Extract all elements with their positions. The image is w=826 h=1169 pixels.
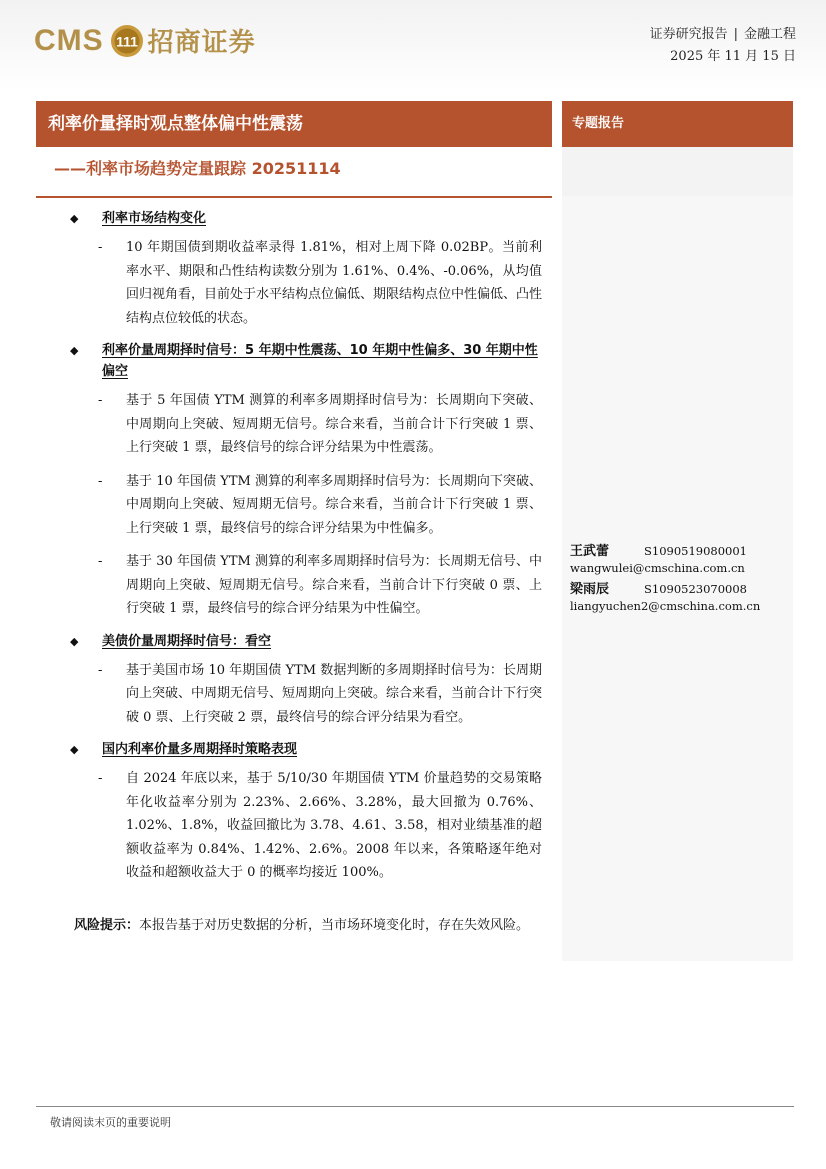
list-item — [36, 389, 552, 460]
analyst-entry — [570, 543, 790, 577]
section-title-text: 国内利率价量多周期择时策略表现 — [102, 742, 298, 757]
list-item-text: 10 年期国债到期收益率录得 1.81%，相对上周下降 0.02BP。当前利率水平、期限和凸性结构读数分别为 1.61%、0.4%、-0.06%，从均值回归视角看，目前处于水平结构点位偏低、期限结构点位中性偏低、凸性结构点位较低的状态。 — [126, 240, 543, 326]
meta-separator: | — [733, 27, 738, 42]
list-item-text: 基于 5 年国债 YTM 测算的利率多周期择时信号为：长周期向下突破、中周期向上突破、短周期无信号。综合来看，当前合计下行突破 1 票、上行突破 1 票，最终信号的综合评分结果为中性震荡。 — [126, 393, 542, 455]
sidebar-label: 专题报告 — [562, 101, 793, 147]
summary-section — [36, 340, 552, 621]
summary-section — [36, 739, 552, 885]
summary-section — [36, 631, 552, 730]
report-meta — [650, 24, 796, 68]
report-subtitle: ——利率市场趋势定量跟踪 20251114 — [54, 159, 341, 178]
list-item — [36, 470, 552, 541]
dash-marker: - — [98, 554, 103, 569]
section-title — [36, 631, 552, 652]
list-item-text: 基于 30 年国债 YTM 测算的利率多周期择时信号为：长周期无信号、中周期向上突破、短周期无信号。综合来看，当前合计下行突破 0 票、上行突破 1 票，最终信号的综合评分结果为中性偏空。 — [126, 554, 542, 616]
list-item-text: 基于 10 年国债 YTM 测算的利率多周期择时信号为：长周期向下突破、中周期向上突破、短周期无信号。综合来看，当前合计下行突破 1 票、上行突破 1 票，最终信号的综合评分结果为中性偏多。 — [126, 473, 542, 536]
company-logo — [34, 22, 256, 59]
list-item-text: 自 2024 年底以来，基于 5/10/30 年期国债 YTM 价量趋势的交易策略年化收益率分别为 2.23%、2.66%、3.28%，最大回撤为 0.76%、1.02%、1.8%，收益回撤比为 3.78、4.61、3.58，相对业绩基准的超额收益率为 0.84%、1.42%、2.6%。2008 年以来，各策略逐年绝对收益和超额收益大于 0 的概率均接近 100%。 — [126, 771, 542, 880]
dash-marker: - — [98, 473, 103, 489]
title-divider — [36, 196, 552, 198]
list-item-text: 基于美国市场 10 年期国债 YTM 数据判断的多周期择时信号为：长周期向上突破、中周期无信号、短周期向上突破。综合来看，当前合计下行突破 0 票、上行突破 2 票，最终信号的综合评分结果为看空。 — [126, 662, 543, 725]
section-title — [36, 340, 552, 382]
summary-section — [36, 208, 552, 330]
diamond-bullet-icon: ◆ — [70, 743, 79, 756]
risk-warning — [74, 914, 542, 937]
analyst-email[interactable]: liangyuchen2@cmschina.com.cn — [570, 599, 761, 613]
list-item — [36, 550, 552, 621]
section-title — [36, 739, 552, 760]
analyst-license-id: S1090519080001 — [644, 544, 747, 558]
section-title-text: 利率价量周期择时信号：5 年期中性震荡、10 年期中性偏多、30 年期中性偏空 — [102, 343, 538, 379]
analyst-entry — [570, 581, 790, 615]
footer-divider — [36, 1106, 794, 1107]
dash-marker: - — [98, 393, 103, 408]
dash-marker: - — [98, 771, 103, 786]
dash-marker: - — [98, 240, 103, 255]
logo-mark-icon — [110, 24, 144, 58]
analyst-list — [570, 543, 790, 619]
dash-marker: - — [98, 662, 103, 678]
analyst-name: 梁雨辰 — [570, 582, 610, 597]
report-category: 金融工程 — [743, 27, 796, 42]
risk-label: 风险提示： — [74, 918, 140, 933]
list-item — [36, 236, 552, 330]
risk-text: 本报告基于对历史数据的分析，当市场环境变化时，存在失效风险。 — [139, 918, 530, 933]
report-date: 2025 年 11 月 15 日 — [670, 49, 796, 64]
logo-chinese: 招商证券 — [147, 28, 256, 58]
analyst-license-id: S1090523070008 — [644, 582, 747, 596]
diamond-bullet-icon: ◆ — [70, 634, 79, 648]
list-item — [36, 659, 552, 730]
list-item — [36, 767, 552, 885]
report-type: 证券研究报告 — [649, 27, 728, 42]
footer-note: 敬请阅读末页的重要说明 — [50, 1116, 171, 1129]
analyst-name: 王武蕾 — [570, 544, 610, 559]
summary-body — [36, 208, 552, 895]
diamond-bullet-icon: ◆ — [70, 212, 79, 225]
section-title-text: 美债价量周期择时信号：看空 — [102, 633, 272, 649]
analyst-email[interactable]: wangwulei@cmschina.com.cn — [570, 561, 745, 575]
logo-mark-text: 111 — [115, 33, 138, 49]
diamond-bullet-icon: ◆ — [70, 344, 79, 357]
section-title — [36, 208, 552, 229]
logo-latin: CMS — [34, 23, 104, 57]
report-title: 利率价量择时观点整体偏中性震荡 — [36, 101, 552, 147]
section-title-text: 利率市场结构变化 — [102, 211, 207, 226]
